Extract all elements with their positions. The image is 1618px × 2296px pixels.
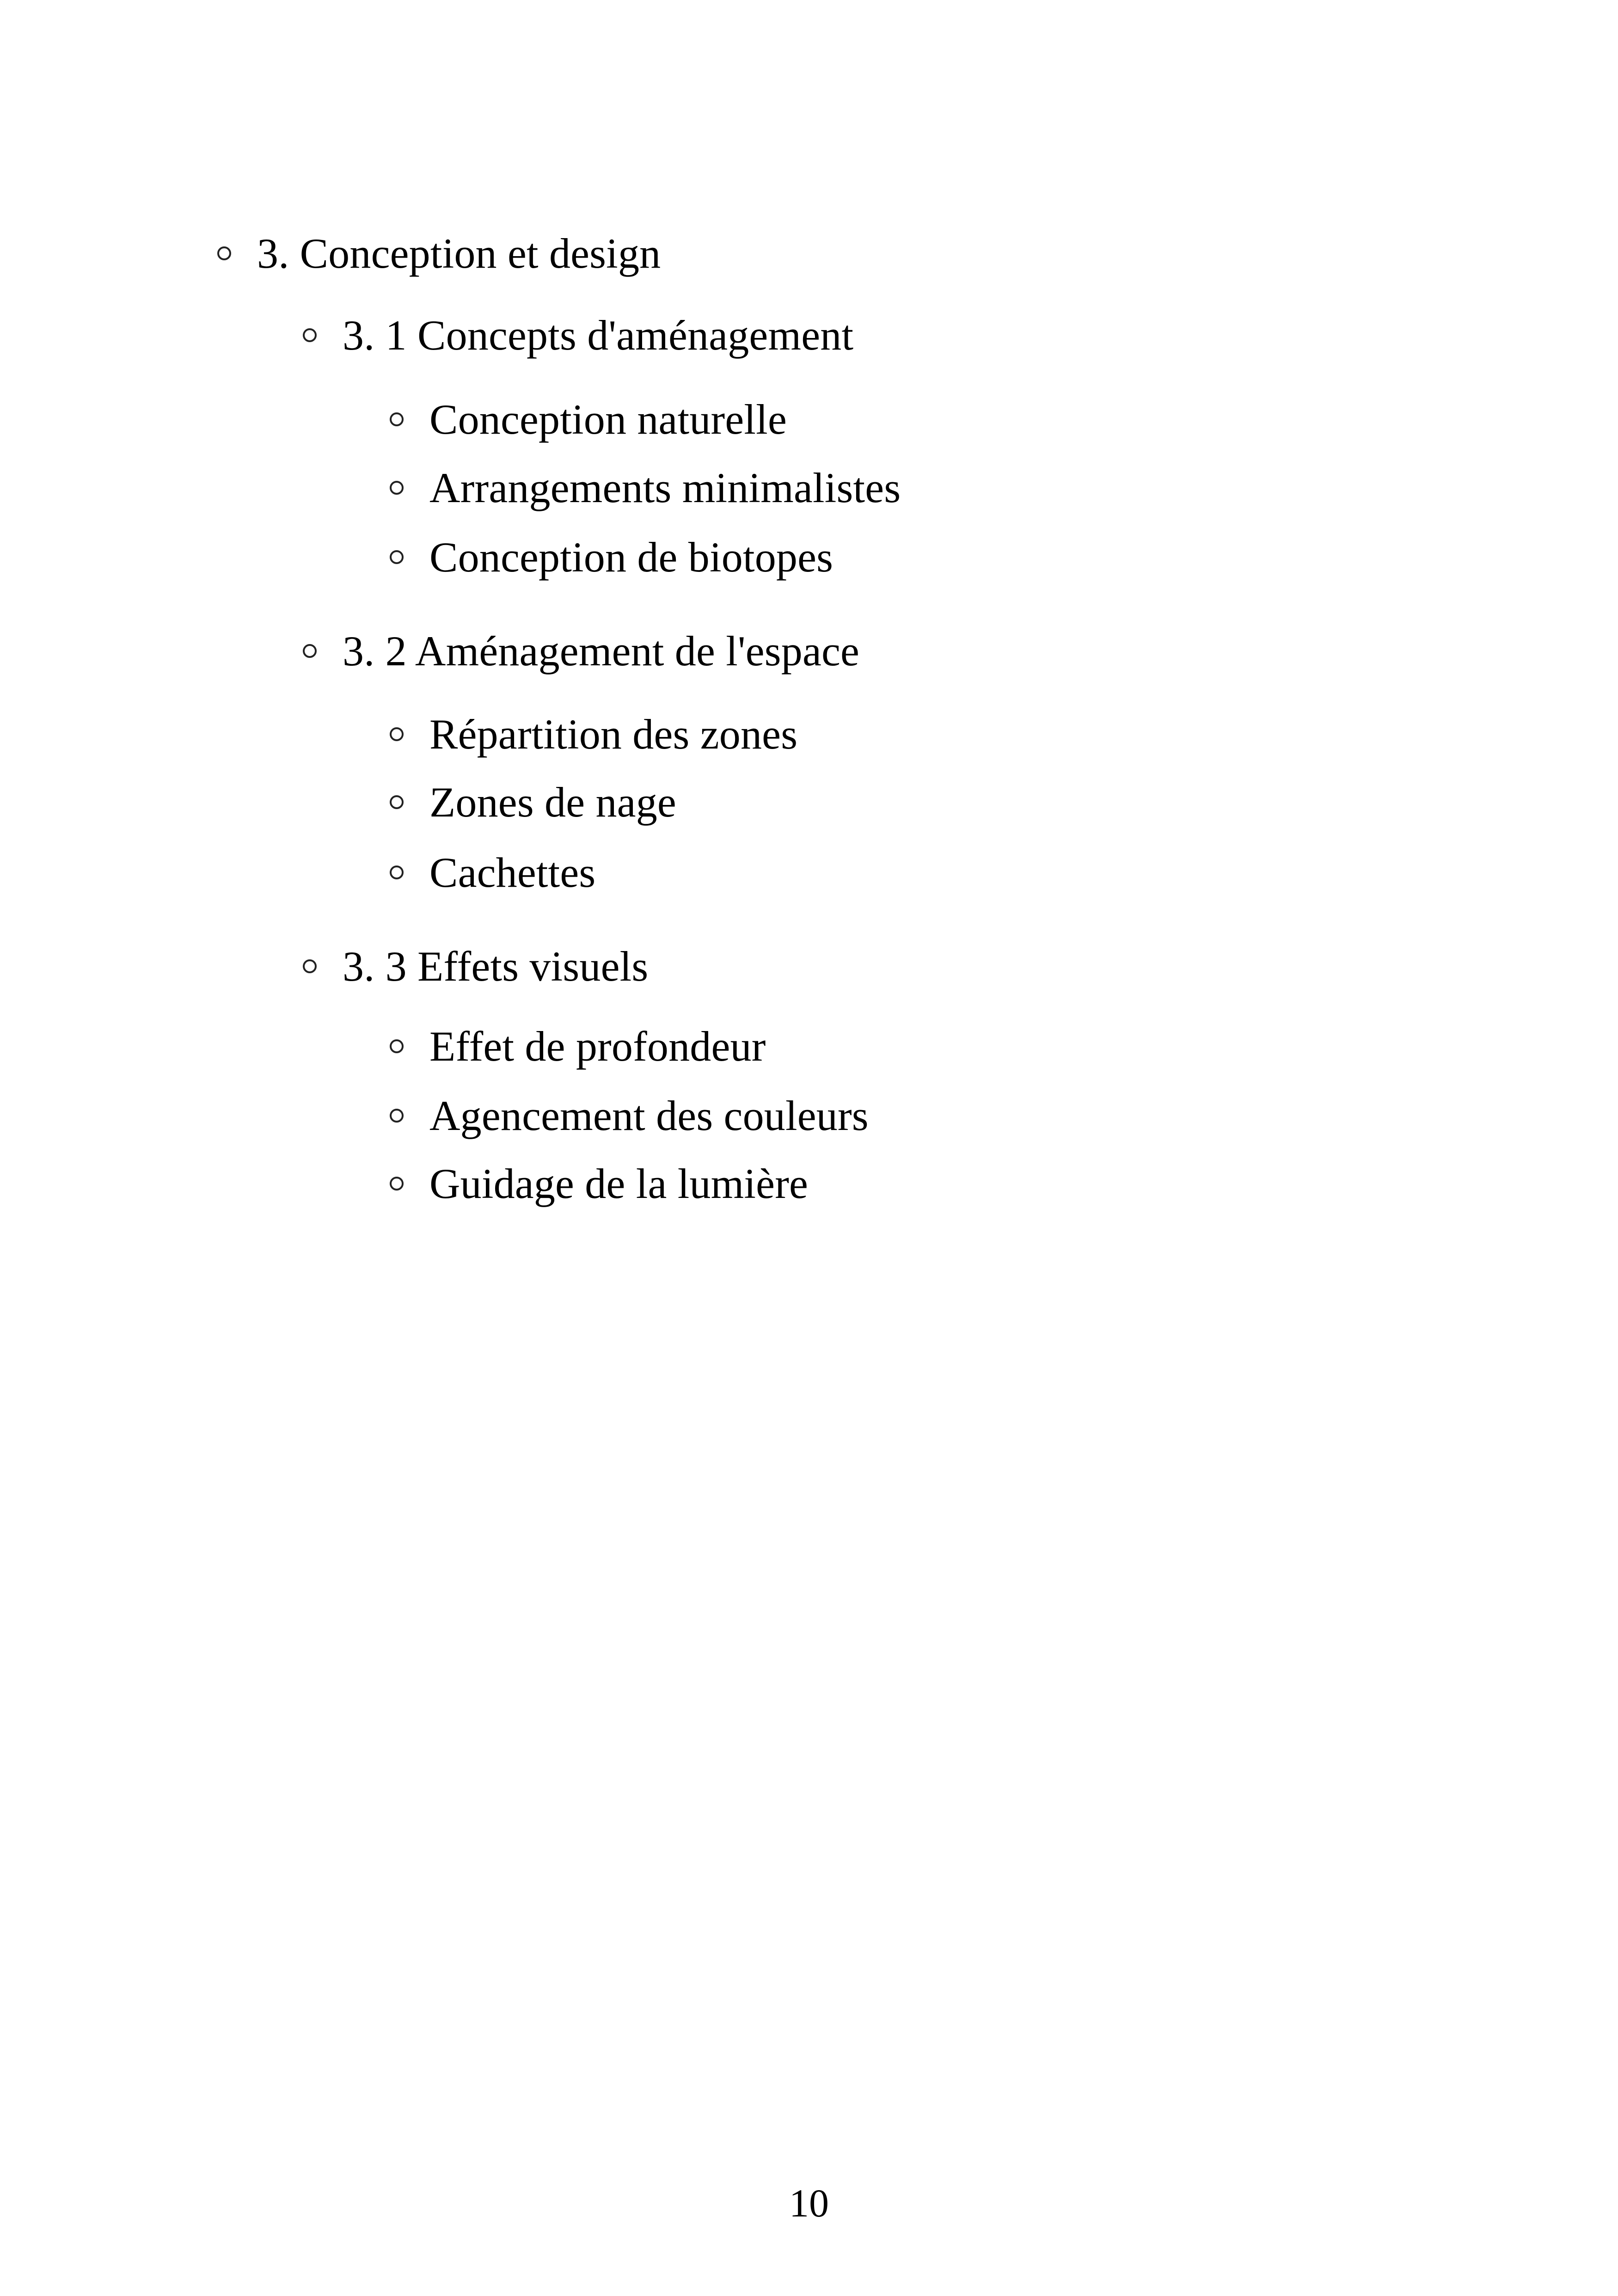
outline-item-text: Conception de biotopes	[429, 534, 834, 581]
outline-item-level-0	[217, 223, 661, 283]
hollow-circle-icon	[217, 246, 231, 260]
outline-item-text: Arrangements minimalistes	[429, 464, 901, 511]
outline-item-level-1	[303, 305, 853, 365]
outline-item-level-2	[390, 842, 595, 902]
hollow-circle-icon	[303, 328, 317, 342]
outline-item-text: Cachettes	[429, 849, 596, 896]
outline-item-text: Effet de profondeur	[429, 1023, 766, 1070]
outline-item-level-2	[390, 1016, 766, 1076]
outline-item-level-2	[390, 1154, 808, 1214]
outline-item-text: 3. Conception et design	[257, 230, 661, 277]
outline-item-text: 3. 3 Effets visuels	[343, 943, 649, 990]
outline-item-level-2	[390, 704, 797, 764]
outline-item-level-2	[390, 772, 676, 832]
outline-item-level-1	[303, 936, 648, 996]
hollow-circle-icon	[390, 866, 404, 879]
outline-item-text: Agencement des couleurs	[429, 1092, 869, 1139]
hollow-circle-icon	[390, 1177, 404, 1191]
hollow-circle-icon	[303, 959, 317, 973]
hollow-circle-icon	[390, 1109, 404, 1123]
hollow-circle-icon	[390, 481, 404, 495]
outline-item-text: 3. 1 Concepts d'aménagement	[343, 312, 854, 359]
hollow-circle-icon	[390, 412, 404, 426]
outline-item-level-2	[390, 458, 901, 518]
outline-item-text: Conception naturelle	[429, 396, 787, 443]
outline-item-level-2	[390, 389, 787, 449]
outline-item-level-2	[390, 1086, 869, 1146]
outline-item-text: Répartition des zones	[429, 711, 798, 758]
outline-item-level-1	[303, 621, 859, 681]
outline-item-text: 3. 2 Aménagement de l'espace	[343, 627, 860, 675]
hollow-circle-icon	[390, 727, 404, 741]
page-number: 10	[789, 2181, 829, 2225]
outline-item-level-2	[390, 527, 833, 587]
hollow-circle-icon	[390, 550, 404, 564]
hollow-circle-icon	[390, 795, 404, 809]
outline-item-text: Zones de nage	[429, 779, 676, 826]
hollow-circle-icon	[390, 1039, 404, 1053]
outline-item-text: Guidage de la lumière	[429, 1160, 809, 1207]
hollow-circle-icon	[303, 644, 317, 658]
